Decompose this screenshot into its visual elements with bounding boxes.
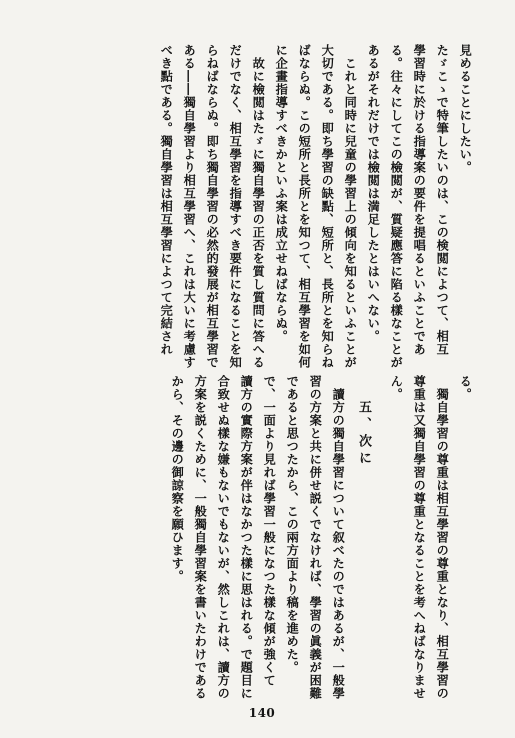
text-column: であると思つたから、この兩方面より稿を進めた。 xyxy=(285,375,300,674)
text-column: 習の方案と共に併せ説くでなければ、學習の眞義が困難 xyxy=(308,375,323,700)
text-column: 見めることにしたい。 xyxy=(458,44,473,174)
text-column: ある――獨自學習より相互學習へ、これは大いに考慮す xyxy=(182,44,197,369)
text-column: 方案を説くために、一般獨自學習案を書いたわけである xyxy=(193,375,208,700)
text-column: 學習時に於ける指導案の要件を提唱るといふことであ xyxy=(412,44,427,356)
text-column: 合致せぬ樣な嫌もないでもないが、然しこれは、讀方の xyxy=(216,375,231,700)
text-column: で、一面より見れば學習一般になつた樣な傾が強くて xyxy=(262,375,277,687)
text-column: これと同時に兒童の學習上の傾向を知るといふことが xyxy=(343,44,358,369)
text-column: 大切である。即ち學習の缺點、短所と、長所とを知らね xyxy=(320,44,335,369)
text-column: 讀方の實際方案が伴はなかつた樣に思はれる。で題目に xyxy=(239,375,254,700)
text-column: から、その邊の御諒察を願ひます。 xyxy=(170,375,185,583)
text-column: らねばならぬ。即ち獨自學習の必然的發展が相互學習で xyxy=(205,44,220,369)
page-number: 140 xyxy=(248,706,276,720)
text-column: 尊重は又獨自學習の尊重となることを考へねばなりませ xyxy=(412,375,427,700)
text-column: 獨自學習の尊重は相互學習の尊重となり、相互學習の xyxy=(435,375,450,700)
text-column: 讀方の獨自學習について叙べたのではあるが、一般學 xyxy=(331,375,346,700)
text-column: ん。 xyxy=(389,375,404,401)
text-column: だけでなく、相互學習を指導すべき要件になることを知 xyxy=(228,44,243,369)
text-column: る。 xyxy=(458,375,473,401)
section-heading: 五、次に xyxy=(356,400,371,468)
text-column: ばならぬ。この短所と長所とを知つて、相互學習を如何 xyxy=(297,44,312,369)
text-column: 故に檢閲はたゞに獨自學習の正否を質し質問に答へる xyxy=(251,44,266,369)
text-column: たゞこゝで特筆したいのは、この検閲によつて、相互 xyxy=(435,44,450,356)
text-column: に企畫指導すべきかといふ案は成立せねばならぬ。 xyxy=(274,44,289,343)
text-column: あるがそれだけでは檢閲は満足したとはいへない。 xyxy=(366,44,381,343)
text-column: べき點である。獨自學習は相互學習によつて完結され xyxy=(159,44,174,356)
text-column: る。往々にしてこの檢閲が、質疑應答に陷る樣なことが xyxy=(389,44,404,369)
